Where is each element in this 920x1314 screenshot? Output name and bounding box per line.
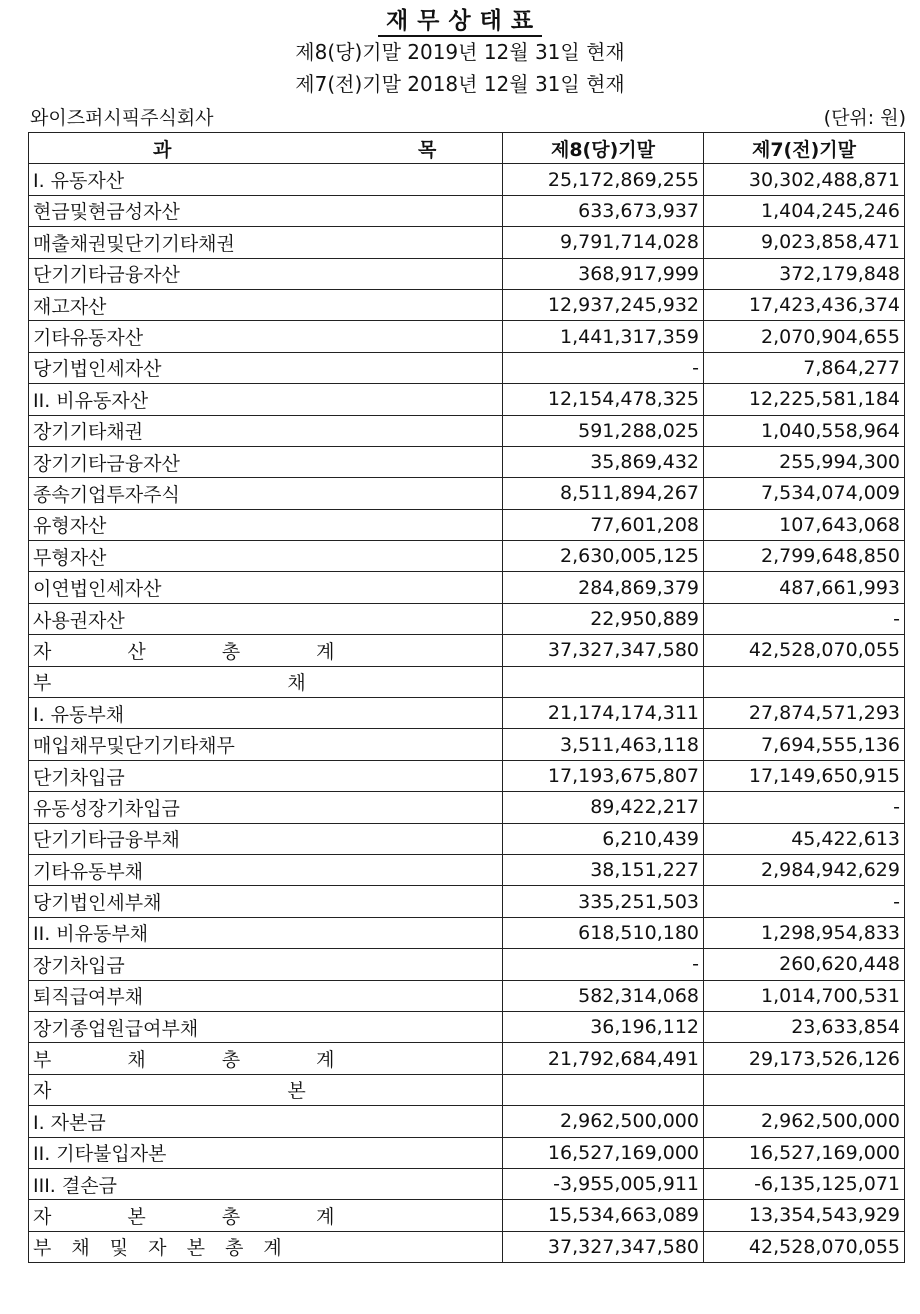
row-item-text: 무형자산 bbox=[33, 546, 107, 569]
row-item-text: 부 채 및 자 본 총 계 bbox=[33, 1237, 282, 1260]
row-current-value: - bbox=[503, 352, 704, 383]
document-title: 재무상태표 bbox=[0, 2, 920, 35]
row-item-label bbox=[29, 352, 503, 383]
row-item-text: I. 자본금 bbox=[33, 1111, 106, 1134]
table-row bbox=[29, 478, 905, 509]
row-current-value: 22,950,889 bbox=[503, 603, 704, 634]
row-prior-value: -6,135,125,071 bbox=[704, 1168, 905, 1199]
row-prior-value: 23,633,854 bbox=[704, 1011, 905, 1042]
row-item-label bbox=[29, 1043, 503, 1074]
header-item bbox=[29, 133, 557, 164]
row-item-text: 자 본 총 계 bbox=[33, 1205, 335, 1228]
table-row bbox=[29, 352, 905, 383]
row-current-value: 37,327,347,580 bbox=[503, 635, 704, 666]
table-row bbox=[29, 1168, 905, 1199]
row-current-value: 335,251,503 bbox=[503, 886, 704, 917]
table-row bbox=[29, 698, 905, 729]
row-current-value: 25,172,869,255 bbox=[503, 164, 704, 195]
row-item-label bbox=[29, 541, 503, 572]
table-row bbox=[29, 572, 905, 603]
table-row bbox=[29, 1043, 905, 1074]
row-prior-value: 7,864,277 bbox=[704, 352, 905, 383]
row-item-text: 유형자산 bbox=[33, 515, 107, 538]
row-prior-value: 260,620,448 bbox=[704, 949, 905, 980]
row-item-label bbox=[29, 729, 503, 760]
row-current-value: 89,422,217 bbox=[503, 792, 704, 823]
row-item-label bbox=[29, 415, 503, 446]
row-item-label bbox=[29, 823, 503, 854]
table-row bbox=[29, 164, 905, 195]
row-item-label bbox=[29, 384, 503, 415]
row-item-text: 장기종업원급여부채 bbox=[33, 1017, 199, 1040]
row-item-label bbox=[29, 698, 503, 729]
table-row bbox=[29, 1011, 905, 1042]
row-prior-value: 27,874,571,293 bbox=[704, 698, 905, 729]
row-item-text: 현금및현금성자산 bbox=[33, 201, 180, 224]
balance-sheet-table bbox=[28, 132, 905, 1263]
row-item-label bbox=[29, 949, 503, 980]
row-item-text: 유동성장기차입금 bbox=[33, 797, 180, 820]
row-prior-value bbox=[704, 1074, 905, 1105]
row-current-value: 2,630,005,125 bbox=[503, 541, 704, 572]
row-item-text: 종속기업투자주식 bbox=[33, 483, 180, 506]
row-item-label bbox=[29, 760, 503, 791]
row-prior-value: 1,298,954,833 bbox=[704, 917, 905, 948]
row-prior-value: 1,014,700,531 bbox=[704, 980, 905, 1011]
row-prior-value: 7,534,074,009 bbox=[704, 478, 905, 509]
row-item-text: 사용권자산 bbox=[33, 609, 125, 632]
row-prior-value: - bbox=[704, 792, 905, 823]
table-body bbox=[29, 164, 905, 1263]
row-current-value: 37,327,347,580 bbox=[503, 1231, 704, 1262]
row-prior-value: 16,527,169,000 bbox=[704, 1137, 905, 1168]
table-header-row bbox=[29, 133, 905, 164]
row-current-value: 284,869,379 bbox=[503, 572, 704, 603]
table-row bbox=[29, 321, 905, 352]
row-prior-value: 1,040,558,964 bbox=[704, 415, 905, 446]
row-prior-value: 2,070,904,655 bbox=[704, 321, 905, 352]
row-item-label bbox=[29, 980, 503, 1011]
row-prior-value: 29,173,526,126 bbox=[704, 1043, 905, 1074]
row-item-text: 장기기타채권 bbox=[33, 421, 144, 444]
row-current-value: 618,510,180 bbox=[503, 917, 704, 948]
table-row bbox=[29, 541, 905, 572]
table-row bbox=[29, 227, 905, 258]
row-current-value bbox=[503, 1074, 704, 1105]
row-item-label bbox=[29, 1074, 503, 1105]
row-prior-value: 1,404,245,246 bbox=[704, 195, 905, 226]
current-period-line: 제8(당)기말 2019년 12월 31일 현재 bbox=[295, 40, 625, 64]
row-prior-value: 42,528,070,055 bbox=[704, 1231, 905, 1262]
row-prior-value: 9,023,858,471 bbox=[704, 227, 905, 258]
table-row bbox=[29, 384, 905, 415]
row-current-value: 368,917,999 bbox=[503, 258, 704, 289]
row-item-text: I. 유동부채 bbox=[33, 703, 125, 726]
row-prior-value: 45,422,613 bbox=[704, 823, 905, 854]
row-current-value: 21,174,174,311 bbox=[503, 698, 704, 729]
row-current-value: 38,151,227 bbox=[503, 854, 704, 885]
row-current-value: 1,441,317,359 bbox=[503, 321, 704, 352]
row-item-label bbox=[29, 572, 503, 603]
row-item-label bbox=[29, 886, 503, 917]
row-current-value: 6,210,439 bbox=[503, 823, 704, 854]
table-row bbox=[29, 1106, 905, 1137]
row-item-label bbox=[29, 478, 503, 509]
row-current-value: 8,511,894,267 bbox=[503, 478, 704, 509]
row-current-value: 633,673,937 bbox=[503, 195, 704, 226]
currency-unit: (단위: 원) bbox=[823, 107, 906, 129]
row-prior-value: 30,302,488,871 bbox=[704, 164, 905, 195]
row-item-text: 단기기타금융부채 bbox=[33, 829, 180, 852]
table-row bbox=[29, 195, 905, 226]
row-current-value: - bbox=[503, 949, 704, 980]
row-item-text: 당기법인세부채 bbox=[33, 892, 162, 915]
row-prior-value: 2,799,648,850 bbox=[704, 541, 905, 572]
row-item-text: III. 결손금 bbox=[33, 1174, 117, 1197]
row-item-label bbox=[29, 227, 503, 258]
row-prior-value: - bbox=[704, 603, 905, 634]
row-item-label bbox=[29, 258, 503, 289]
row-current-value: 591,288,025 bbox=[503, 415, 704, 446]
row-item-text: II. 비유동부채 bbox=[33, 923, 149, 946]
row-item-label bbox=[29, 854, 503, 885]
row-item-text: 장기기타금융자산 bbox=[33, 452, 180, 475]
row-item-text: 단기차입금 bbox=[33, 766, 125, 789]
table-row bbox=[29, 603, 905, 634]
table-row bbox=[29, 917, 905, 948]
table-row bbox=[29, 289, 905, 320]
row-item-text: II. 비유동자산 bbox=[33, 389, 149, 412]
row-prior-value: 487,661,993 bbox=[704, 572, 905, 603]
row-current-value: 9,791,714,028 bbox=[503, 227, 704, 258]
row-item-text: I. 유동자산 bbox=[33, 170, 125, 193]
row-item-text: 이연법인세자산 bbox=[33, 578, 162, 601]
row-item-label bbox=[29, 666, 503, 697]
table-row bbox=[29, 446, 905, 477]
row-prior-value: 12,225,581,184 bbox=[704, 384, 905, 415]
row-prior-value: 13,354,543,929 bbox=[704, 1200, 905, 1231]
row-item-text: 부 채 bbox=[33, 672, 306, 695]
row-item-label bbox=[29, 603, 503, 634]
row-item-label bbox=[29, 1200, 503, 1231]
table-row bbox=[29, 980, 905, 1011]
row-item-text: 기타유동부채 bbox=[33, 860, 144, 883]
row-item-label bbox=[29, 509, 503, 540]
row-current-value: 21,792,684,491 bbox=[503, 1043, 704, 1074]
row-item-text: 기타유동자산 bbox=[33, 327, 144, 350]
row-item-label bbox=[29, 1168, 503, 1199]
row-prior-value: 2,984,942,629 bbox=[704, 854, 905, 885]
table-row bbox=[29, 258, 905, 289]
row-item-text: 자 본 bbox=[33, 1080, 306, 1103]
row-current-value: 36,196,112 bbox=[503, 1011, 704, 1042]
row-item-label bbox=[29, 917, 503, 948]
row-item-text: 장기차입금 bbox=[33, 954, 125, 977]
row-current-value: 77,601,208 bbox=[503, 509, 704, 540]
row-item-label bbox=[29, 446, 503, 477]
row-item-label bbox=[29, 792, 503, 823]
row-current-value: 17,193,675,807 bbox=[503, 760, 704, 791]
row-current-value: 12,154,478,325 bbox=[503, 384, 704, 415]
row-item-text: 단기기타금융자산 bbox=[33, 264, 180, 287]
table-row bbox=[29, 792, 905, 823]
row-item-label bbox=[29, 1137, 503, 1168]
table-row bbox=[29, 823, 905, 854]
table-row bbox=[29, 729, 905, 760]
header-item-label: 과 목 bbox=[153, 138, 557, 161]
table-row bbox=[29, 415, 905, 446]
row-prior-value: 42,528,070,055 bbox=[704, 635, 905, 666]
table-row bbox=[29, 854, 905, 885]
table-row bbox=[29, 886, 905, 917]
header-prior-period: 제7(전)기말 bbox=[704, 133, 905, 164]
table-row bbox=[29, 509, 905, 540]
row-current-value: 2,962,500,000 bbox=[503, 1106, 704, 1137]
row-current-value: 15,534,663,089 bbox=[503, 1200, 704, 1231]
row-item-label bbox=[29, 321, 503, 352]
table-row bbox=[29, 760, 905, 791]
row-current-value: 582,314,068 bbox=[503, 980, 704, 1011]
row-item-text: 당기법인세자산 bbox=[33, 358, 162, 381]
row-current-value: 16,527,169,000 bbox=[503, 1137, 704, 1168]
company-name: 와이즈퍼시픽주식회사 bbox=[30, 107, 214, 129]
table-row bbox=[29, 1137, 905, 1168]
row-current-value: 3,511,463,118 bbox=[503, 729, 704, 760]
row-prior-value bbox=[704, 666, 905, 697]
header-current-period: 제8(당)기말 bbox=[503, 133, 704, 164]
row-item-text: 재고자산 bbox=[33, 295, 107, 318]
row-prior-value: 372,179,848 bbox=[704, 258, 905, 289]
table-row bbox=[29, 1200, 905, 1231]
table-row bbox=[29, 635, 905, 666]
row-item-label bbox=[29, 1011, 503, 1042]
table-row bbox=[29, 1231, 905, 1262]
row-item-label bbox=[29, 1106, 503, 1137]
row-prior-value: 2,962,500,000 bbox=[704, 1106, 905, 1137]
row-item-label bbox=[29, 635, 503, 666]
row-item-label bbox=[29, 289, 503, 320]
row-current-value: -3,955,005,911 bbox=[503, 1168, 704, 1199]
row-prior-value: - bbox=[704, 886, 905, 917]
row-prior-value: 7,694,555,136 bbox=[704, 729, 905, 760]
row-item-text: 매출채권및단기기타채권 bbox=[33, 232, 235, 255]
row-current-value bbox=[503, 666, 704, 697]
table-row bbox=[29, 949, 905, 980]
row-item-text: 부 채 총 계 bbox=[33, 1049, 335, 1072]
row-item-label bbox=[29, 195, 503, 226]
table-row bbox=[29, 1074, 905, 1105]
table-row bbox=[29, 666, 905, 697]
row-item-text: 퇴직급여부채 bbox=[33, 986, 144, 1009]
row-current-value: 12,937,245,932 bbox=[503, 289, 704, 320]
row-item-label bbox=[29, 164, 503, 195]
row-prior-value: 17,423,436,374 bbox=[704, 289, 905, 320]
row-item-text: 자 산 총 계 bbox=[33, 640, 335, 663]
row-current-value: 35,869,432 bbox=[503, 446, 704, 477]
row-item-text: II. 기타불입자본 bbox=[33, 1143, 167, 1166]
row-prior-value: 107,643,068 bbox=[704, 509, 905, 540]
prior-period-line: 제7(전)기말 2018년 12월 31일 현재 bbox=[295, 72, 625, 96]
row-item-label bbox=[29, 1231, 503, 1262]
row-item-text: 매입채무및단기기타채무 bbox=[33, 735, 235, 758]
row-prior-value: 255,994,300 bbox=[704, 446, 905, 477]
row-prior-value: 17,149,650,915 bbox=[704, 760, 905, 791]
